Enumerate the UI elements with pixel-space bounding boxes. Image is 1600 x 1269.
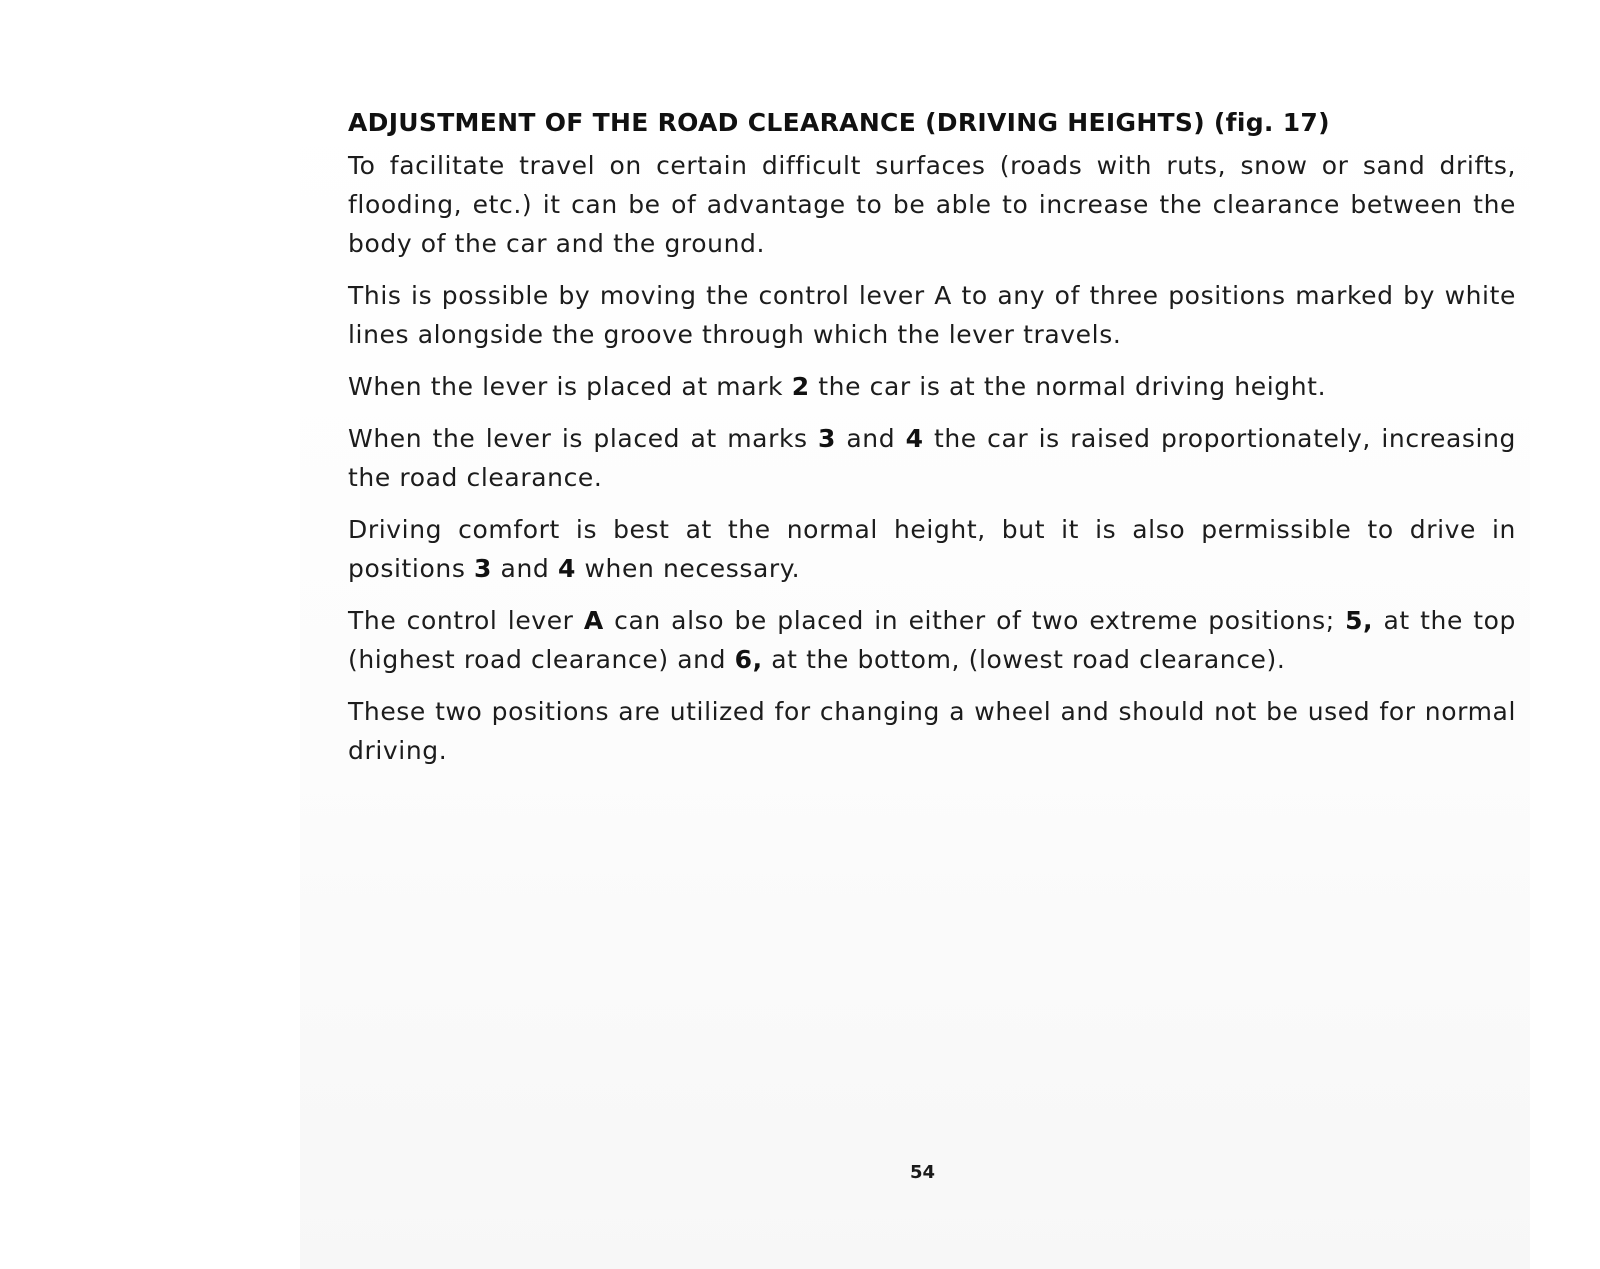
page-number: 54 bbox=[910, 1162, 936, 1183]
text-run: When the lever is placed at marks bbox=[348, 424, 819, 453]
mark-number: 6, bbox=[734, 645, 763, 674]
mark-number: 5, bbox=[1345, 606, 1374, 635]
text-run: at the bottom, (lowest road clearance). bbox=[762, 645, 1286, 674]
paragraph-driving-comfort bbox=[348, 510, 1516, 588]
text-run: at the top (highest road clearance) and bbox=[348, 606, 1517, 674]
mark-number: 3 bbox=[818, 424, 837, 453]
paragraph-extreme-positions bbox=[348, 601, 1516, 679]
lever-label: A bbox=[583, 606, 604, 635]
document-body bbox=[348, 108, 1516, 783]
paragraph-control-lever: This is possible by moving the control lever A to any of three positions marked by white lines alongside the groove through which the lever travels. bbox=[348, 281, 1516, 349]
paragraph-raised-height bbox=[348, 419, 1516, 497]
text-run: The control lever bbox=[348, 606, 584, 635]
mark-number: 4 bbox=[557, 554, 576, 583]
text-run: and bbox=[492, 554, 558, 583]
mark-number: 2 bbox=[791, 372, 810, 401]
text-run: When the lever is placed at mark bbox=[348, 372, 792, 401]
text-run: can also be placed in either of two extreme positions; bbox=[603, 606, 1346, 635]
mark-number: 4 bbox=[905, 424, 924, 453]
text-run: Driving comfort is best at the normal height, but it is also permissible to drive in positions bbox=[348, 515, 1516, 583]
paragraph-normal-height bbox=[348, 367, 1516, 406]
mark-number: 3 bbox=[474, 554, 492, 583]
text-run: when necessary. bbox=[575, 554, 801, 583]
text-run: and bbox=[836, 424, 906, 453]
paragraph-wheel-change: These two positions are utilized for changing a wheel and should not be used for normal driving. bbox=[348, 697, 1516, 765]
paragraph-intro: To facilitate travel on certain difficult surfaces (roads with ruts, snow or sand drifts, flooding, etc.) it can be of advantage to be able to increase the clearance between the body of the car and the ground. bbox=[348, 151, 1516, 258]
text-run: the car is at the normal driving height. bbox=[809, 372, 1327, 401]
text-run: the car is raised proportionately, increasing the road clearance. bbox=[348, 424, 1516, 492]
section-heading: ADJUSTMENT OF THE ROAD CLEARANCE (DRIVING HEIGHTS) (fig. 17) bbox=[348, 108, 1330, 137]
